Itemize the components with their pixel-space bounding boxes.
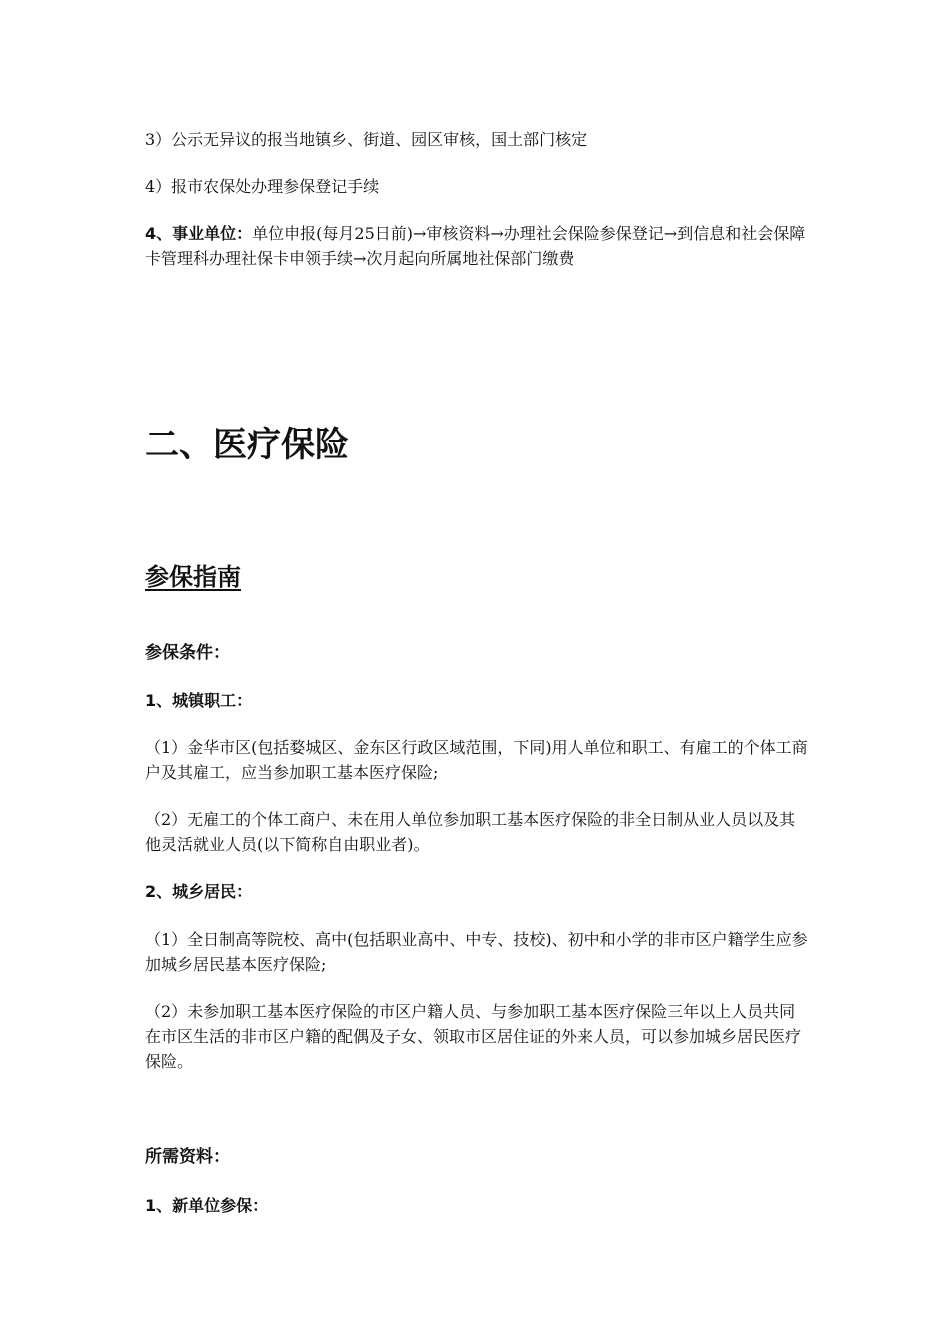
guide-title: 参保指南 xyxy=(145,563,241,591)
residents-label: 2、城乡居民： xyxy=(145,882,253,901)
paragraph-item-4: 4）报市农保处办理参保登记手续 xyxy=(145,177,380,196)
residents-paragraph-1: （1）全日制高等院校、高中(包括职业高中、中专、技校)、初中和小学的非市区户籍学生应参加城乡居民基本医疗保险; xyxy=(145,930,808,974)
urban-workers-paragraph-2: （2）无雇工的个体工商户、未在用人单位参加职工基本医疗保险的非全日制从业人员以及其他灵活就业人员(以下简称自由职业者)。 xyxy=(145,810,796,854)
paragraph-public-institution xyxy=(145,221,810,271)
residents-paragraph-2: （2）未参加职工基本医疗保险的市区户籍人员、与参加职工基本医疗保险三年以上人员共同在市区生活的非市区户籍的配偶及子女、领取市区居住证的外来人员，可以参加城乡居民医疗保险。 xyxy=(145,1002,802,1071)
urban-workers-paragraph-1: （1）金华市区(包括婺城区、金东区行政区域范围，下同)用人单位和职工、有雇工的个体工商户及其雇工，应当参加职工基本医疗保险; xyxy=(145,738,808,782)
paragraph-item-3: 3）公示无异议的报当地镇乡、街道、园区审核，国土部门核定 xyxy=(145,130,588,149)
materials-title: 所需资料： xyxy=(145,1147,230,1167)
public-institution-label: 4、事业单位： xyxy=(145,224,253,243)
new-unit-label: 1、新单位参保： xyxy=(145,1196,269,1215)
public-institution-text: 单位申报(每月25日前)→审核资料→办理社会保险参保登记→到信息和社会保障卡管理科办理社保卡申领手续→次月起向所属地社保部门缴费 xyxy=(145,224,806,268)
urban-workers-label: 1、城镇职工： xyxy=(145,691,253,710)
conditions-title: 参保条件： xyxy=(145,643,230,663)
section-heading-medical-insurance: 二、医疗保险 xyxy=(145,425,349,465)
